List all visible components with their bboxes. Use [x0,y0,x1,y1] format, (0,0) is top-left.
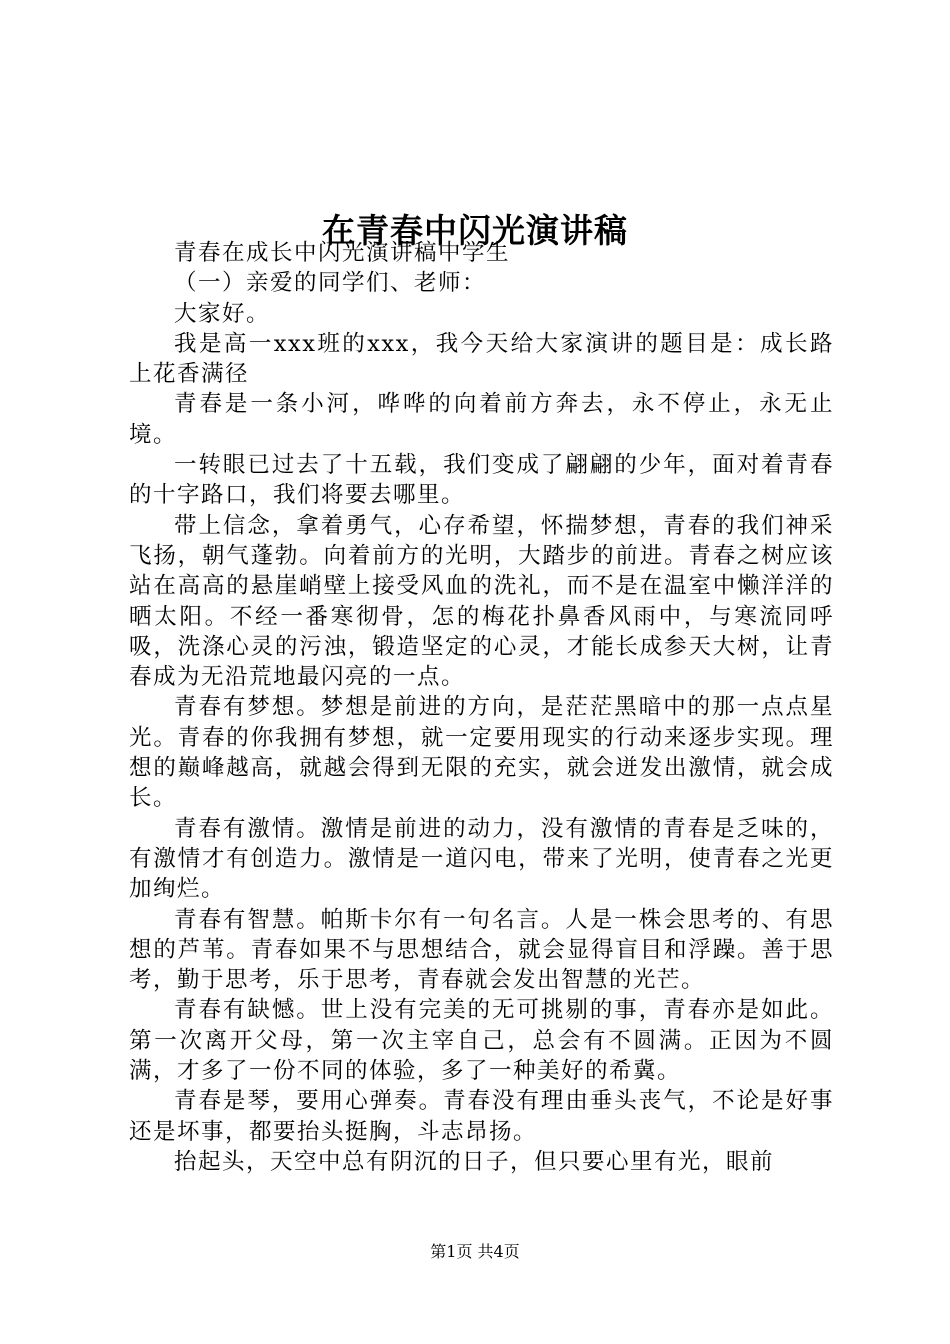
paragraph: 青春是琴，要用心弹奏。青春没有理由垂头丧气，不论是好事还是坏事，都要抬头挺胸，斗志昂扬。 [129,1088,834,1145]
paragraph: 我是高一xxx班的xxx，我今天给大家演讲的题目是：成长路上花香满径 [129,330,834,388]
paragraph: 带上信念，拿着勇气，心存希望，怀揣梦想，青春的我们神采飞扬，朝气蓬勃。向着前方的光明，大踏步的前进。青春之树应该站在高高的悬崖峭壁上接受风血的洗礼，而不是在温室中懒洋洋的晒太阳。不经一番寒彻骨，怎的梅花扑鼻香风雨中，与寒流同呼吸，洗涤心灵的污浊，锻造坚定的心灵，才能长成参天大树，让青春成为无沿荒地最闪亮的一点。 [129,512,834,691]
paragraph: 青春有缺憾。世上没有完美的无可挑剔的事，青春亦是如此。第一次离开父母，第一次主宰自己，总会有不圆满。正因为不圆满，才多了一份不同的体验，多了一种美好的希冀。 [129,997,834,1085]
paragraph: 抬起头，天空中总有阴沉的日子，但只要心里有光，眼前 [174,1148,775,1175]
paragraph: 青春有智慧。帕斯卡尔有一句名言。人是一株会思考的、有思想的芦苇。青春如果不与思想结合，就会显得盲目和浮躁。善于思考，勤于思考，乐于思考，青春就会发出智慧的光芒。 [129,906,834,994]
document-title: 在青春中闪光演讲稿 [322,211,628,251]
paragraph: 青春有激情。激情是前进的动力，没有激情的青春是乏味的，有激情才有创造力。激情是一道闪电，带来了光明，使青春之光更加绚烂。 [129,815,834,903]
paragraph: 大家好。 [174,300,271,327]
paragraph: （一）亲爱的同学们、老师： [174,270,487,297]
paragraph: 青春在成长中闪光演讲稿中学生 [174,240,511,266]
document-body [129,238,834,1177]
paragraph: 一转眼已过去了十五载，我们变成了翩翩的少年，面对着青春的十字路口，我们将要去哪里。 [129,452,834,509]
paragraph: 青春有梦想。梦想是前进的方向，是茫茫黑暗中的那一点点星光。青春的你我拥有梦想，就一定要用现实的行动来逐步实现。理想的巅峰越高，就越会得到无限的充实，就会迸发出激情，就会成长。 [129,694,834,812]
paragraph: 青春是一条小河，哗哗的向着前方奔去，永不停止，永无止境。 [129,391,834,448]
page-footer: 第1页 共4页 [430,1242,520,1261]
